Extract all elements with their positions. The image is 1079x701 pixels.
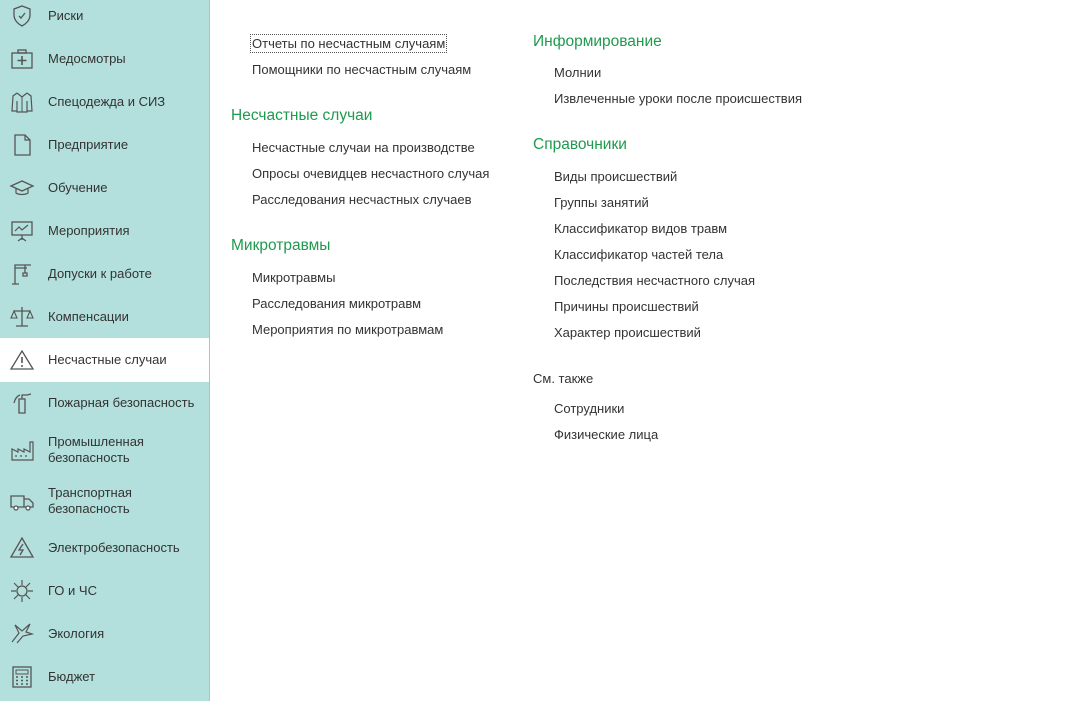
sidebar-item-label: Риски: [48, 8, 84, 23]
scales-icon: [9, 304, 35, 330]
link-industrial-accidents[interactable]: Несчастные случаи на производстве: [252, 140, 475, 155]
sidebar-item-11[interactable]: [0, 476, 209, 527]
link-accident-assistants[interactable]: Помощники по несчастным случаям: [252, 62, 472, 77]
sidebar-item-label: Пожарная безопасность: [48, 395, 195, 410]
sidebar-item-1[interactable]: [0, 38, 209, 81]
link-incident-types[interactable]: Виды происшествий: [554, 169, 678, 184]
sidebar: [0, 0, 210, 701]
link-witness-surveys[interactable]: Опросы очевидцев несчастного случая: [252, 166, 490, 181]
calculator-icon: [9, 664, 35, 690]
sidebar-item-label: Несчастные случаи: [48, 352, 167, 367]
shield-icon: [9, 3, 35, 29]
link-employees[interactable]: Сотрудники: [554, 401, 625, 416]
link-body-parts-classifier[interactable]: Классификатор частей тела: [554, 247, 724, 262]
sidebar-item-label: ГО и ЧС: [48, 583, 97, 598]
sidebar-item-14[interactable]: [0, 613, 209, 656]
sidebar-item-7[interactable]: [0, 296, 209, 339]
graduation-cap-icon: [9, 175, 35, 201]
link-incident-causes[interactable]: Причины происшествий: [554, 299, 699, 314]
sidebar-item-label: Мероприятия: [48, 223, 130, 238]
document-icon: [9, 132, 35, 158]
sidebar-item-0[interactable]: [0, 0, 209, 38]
sidebar-item-label: Предприятие: [48, 137, 129, 152]
medical-kit-icon: [9, 46, 35, 72]
sidebar-item-10[interactable]: [0, 425, 209, 476]
bird-icon: [9, 621, 35, 647]
sidebar-item-label: Экология: [48, 626, 105, 641]
sidebar-item-6[interactable]: [0, 253, 209, 296]
crane-icon: [9, 261, 35, 287]
sidebar-item-label: Транспортная безопасность: [48, 485, 132, 516]
sidebar-item-label: Медосмотры: [48, 51, 126, 66]
sidebar-item-label: Промышленная безопасность: [48, 434, 144, 465]
section-title-directories: Справочники: [533, 136, 627, 153]
sidebar-item-9[interactable]: [0, 382, 209, 425]
section-title-see-also: См. также: [533, 371, 594, 386]
truck-icon: [9, 488, 35, 514]
sidebar-item-label: Обучение: [48, 180, 108, 195]
sidebar-item-4[interactable]: [0, 167, 209, 210]
civil-defense-icon: [9, 578, 35, 604]
sidebar-item-13[interactable]: [0, 570, 209, 613]
sidebar-item-label: Спецодежда и СИЗ: [48, 94, 166, 109]
warning-triangle-icon: [9, 347, 35, 373]
link-accident-reports[interactable]: Отчеты по несчастным случаям: [252, 36, 446, 51]
sidebar-item-label: Допуски к работе: [48, 266, 152, 281]
factory-icon: [9, 437, 35, 463]
fire-extinguisher-icon: [9, 390, 35, 416]
link-microtrauma-measures[interactable]: Мероприятия по микротравмам: [252, 322, 444, 337]
high-voltage-icon: [9, 535, 35, 561]
sidebar-item-3[interactable]: [0, 124, 209, 167]
workwear-icon: [9, 89, 35, 115]
link-microtrauma-investigations[interactable]: Расследования микротравм: [252, 296, 422, 311]
link-microtraumas[interactable]: Микротравмы: [252, 270, 336, 285]
sidebar-item-8[interactable]: [0, 338, 210, 382]
sidebar-item-15[interactable]: [0, 656, 209, 699]
section-title-accidents: Несчастные случаи: [231, 107, 373, 124]
link-injury-types-classifier[interactable]: Классификатор видов травм: [554, 221, 728, 236]
link-individuals[interactable]: Физические лица: [554, 427, 659, 442]
sidebar-item-label: Бюджет: [48, 669, 96, 684]
link-incident-nature[interactable]: Характер происшествий: [554, 325, 701, 340]
link-flashes[interactable]: Молнии: [554, 65, 602, 80]
sidebar-item-label: Компенсации: [48, 309, 129, 324]
section-title-informing: Информирование: [533, 33, 662, 50]
link-accident-investigations[interactable]: Расследования несчастных случаев: [252, 192, 472, 207]
link-occupation-groups[interactable]: Группы занятий: [554, 195, 649, 210]
sidebar-item-2[interactable]: [0, 81, 209, 124]
sidebar-item-label: Электробезопасность: [48, 540, 180, 555]
link-accident-consequences[interactable]: Последствия несчастного случая: [554, 273, 756, 288]
section-title-microtraumas: Микротравмы: [231, 237, 331, 254]
link-lessons-learned[interactable]: Извлеченные уроки после происшествия: [554, 91, 802, 106]
sidebar-item-5[interactable]: [0, 210, 209, 253]
presentation-board-icon: [9, 218, 35, 244]
sidebar-item-12[interactable]: [0, 527, 209, 570]
